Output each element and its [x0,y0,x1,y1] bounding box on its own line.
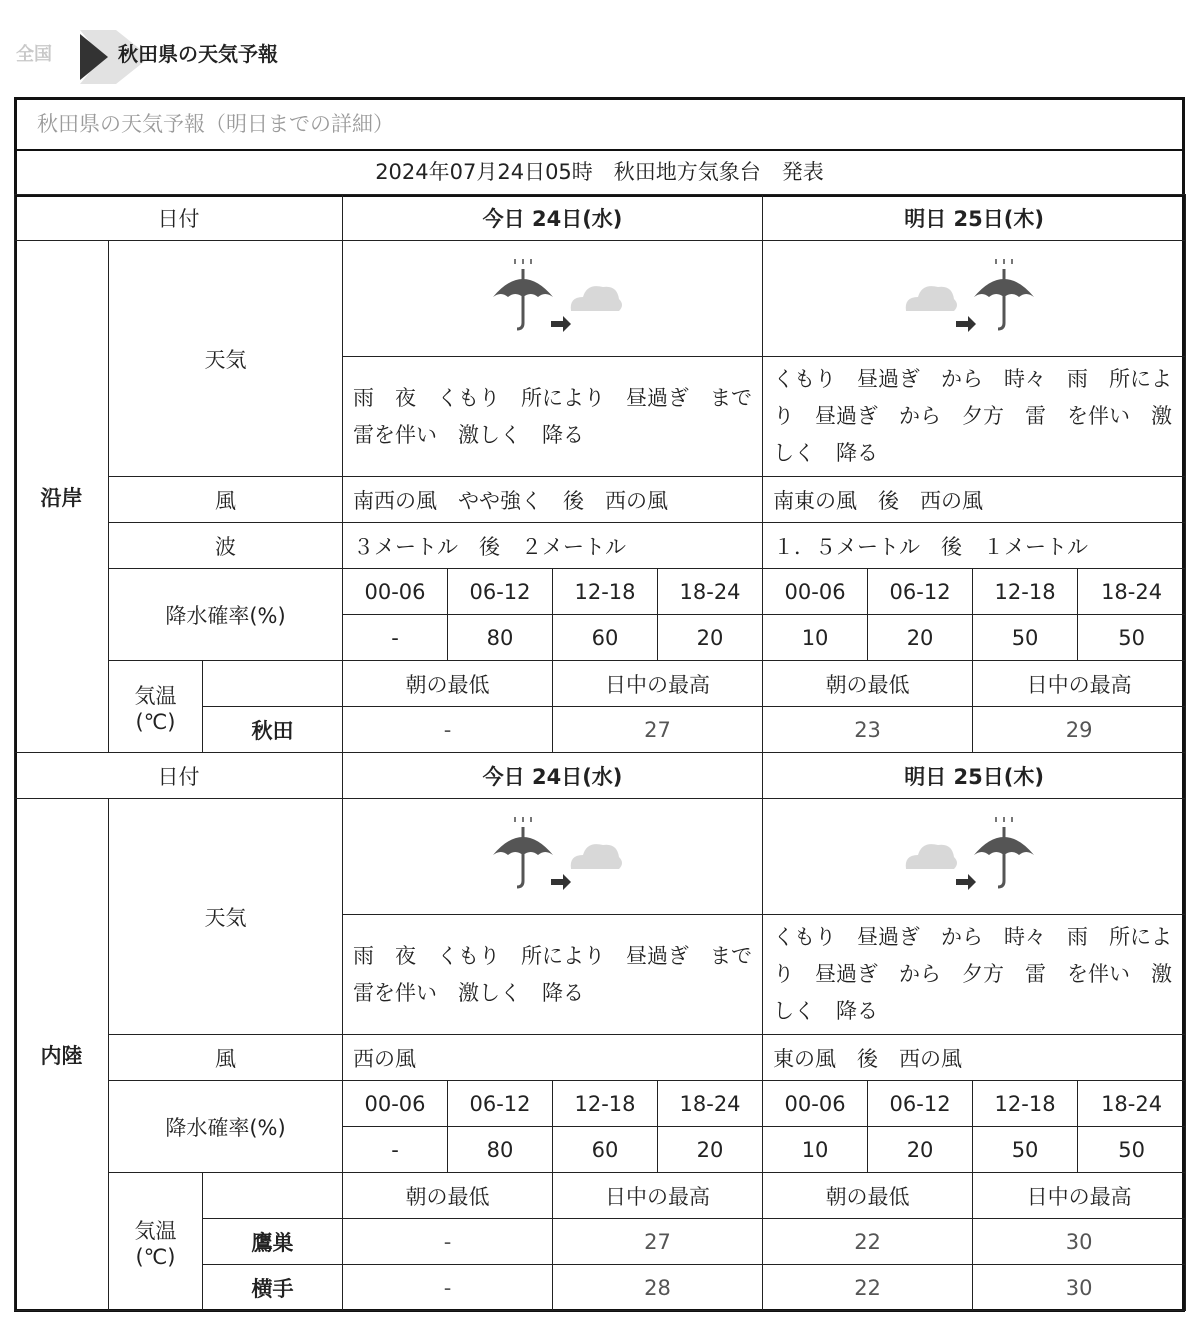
cloud-icon [570,286,621,311]
today-wave: ３メートル 後 ２メートル [343,523,763,569]
temp-header-blank [203,1173,343,1219]
precip-cell: 10 [763,615,868,661]
precip-cell: 50 [1078,615,1186,661]
breadcrumb [14,30,334,70]
precip-cell: 50 [973,1127,1078,1173]
tomorrow-wind: 南東の風 後 西の風 [763,477,1186,523]
period-cell: 18-24 [658,569,763,615]
temp-cell: 30 [973,1265,1186,1311]
temp-header: 日中の最高 [553,661,763,707]
area-label: 内陸 [15,799,109,1311]
precip-label: 降水確率(%) [109,569,343,661]
breadcrumb-home-link[interactable]: 全国 [16,44,52,65]
weather-label: 天気 [109,241,343,477]
today-label: 今日 24日(水) [343,195,763,241]
precip-cell: - [343,615,448,661]
temp-cell: 27 [553,707,763,753]
temp-cell: - [343,707,553,753]
tomorrow-label: 明日 25日(木) [763,753,1186,799]
precip-cell: 20 [658,1127,763,1173]
temp-header: 朝の最低 [343,1173,553,1219]
issued-line: 2024年07月24日05時 秋田地方気象台 発表 [17,150,1182,197]
inland-forecast-table [14,752,1186,1311]
precip-cell: 20 [658,615,763,661]
today-label: 今日 24日(水) [343,753,763,799]
umbrella-icon [974,817,1034,887]
today-weather-icons [343,799,763,915]
precip-cell: 50 [973,615,1078,661]
tomorrow-weather-text: くもり 昼過ぎ から 時々 雨 所により 昼過ぎ から 夕方 雷 を伴い 激しく 降る [763,915,1186,1035]
temp-header: 朝の最低 [763,1173,973,1219]
period-cell: 18-24 [1078,1081,1186,1127]
tomorrow-wind: 東の風 後 西の風 [763,1035,1186,1081]
temp-header: 日中の最高 [553,1173,763,1219]
date-label: 日付 [15,195,343,241]
tomorrow-wave: １．５メートル 後 １メートル [763,523,1186,569]
precip-label: 降水確率(%) [109,1081,343,1173]
cloud-icon [906,844,957,869]
breadcrumb-current: 秋田県の天気予報 [118,42,278,66]
umbrella-icon [493,817,553,887]
temp-label: 気温 (℃) [109,661,203,753]
temp-cell: - [343,1265,553,1311]
temp-cell: 30 [973,1219,1186,1265]
temp-cell: - [343,1219,553,1265]
precip-cell: 80 [448,1127,553,1173]
wind-label: 風 [109,477,343,523]
period-cell: 12-18 [973,569,1078,615]
today-weather-text: 雨 夜 くもり 所により 昼過ぎ まで 雷を伴い 激しく 降る [343,915,763,1035]
cloud-icon [570,844,621,869]
arrow-right-icon [956,874,976,890]
period-cell: 06-12 [868,1081,973,1127]
period-cell: 18-24 [658,1081,763,1127]
temp-header: 朝の最低 [763,661,973,707]
tomorrow-weather-icons [763,799,1186,915]
period-cell: 00-06 [343,1081,448,1127]
umbrella-icon [974,259,1034,329]
wind-label: 風 [109,1035,343,1081]
precip-cell: 60 [553,1127,658,1173]
umbrella-icon [493,259,553,329]
period-cell: 12-18 [553,1081,658,1127]
temp-header-blank [203,661,343,707]
tomorrow-weather-text: くもり 昼過ぎ から 時々 雨 所により 昼過ぎ から 夕方 雷 を伴い 激しく 降る [763,357,1186,477]
weather-label: 天気 [109,799,343,1035]
precip-cell: 20 [868,615,973,661]
temp-cell: 22 [763,1219,973,1265]
temp-cell: 22 [763,1265,973,1311]
wave-label: 波 [109,523,343,569]
temp-cell: 28 [553,1265,763,1311]
tomorrow-label: 明日 25日(木) [763,195,1186,241]
page-title: 秋田県の天気予報（明日までの詳細） [17,100,1182,151]
today-weather-icons [343,241,763,357]
period-cell: 12-18 [553,569,658,615]
temp-header: 日中の最高 [973,1173,1186,1219]
today-wind: 西の風 [343,1035,763,1081]
temp-cell: 23 [763,707,973,753]
precip-cell: 10 [763,1127,868,1173]
arrow-right-icon [956,316,976,332]
tomorrow-weather-icons [763,241,1186,357]
temp-label: 気温 (℃) [109,1173,203,1311]
temp-cell: 29 [973,707,1186,753]
cloud-icon [906,286,957,311]
period-cell: 00-06 [343,569,448,615]
arrow-right-icon [551,316,571,332]
precip-cell: 60 [553,615,658,661]
period-cell: 06-12 [448,1081,553,1127]
precip-cell: - [343,1127,448,1173]
period-cell: 00-06 [763,1081,868,1127]
today-weather-text: 雨 夜 くもり 所により 昼過ぎ まで 雷を伴い 激しく 降る [343,357,763,477]
station-name: 横手 [203,1265,343,1311]
period-cell: 12-18 [973,1081,1078,1127]
coastal-forecast-table [14,194,1186,753]
arrow-right-icon [551,874,571,890]
period-cell: 00-06 [763,569,868,615]
precip-cell: 50 [1078,1127,1186,1173]
period-cell: 06-12 [448,569,553,615]
precip-cell: 80 [448,615,553,661]
station-name: 秋田 [203,707,343,753]
date-label: 日付 [15,753,343,799]
today-wind: 南西の風 やや強く 後 西の風 [343,477,763,523]
temp-cell: 27 [553,1219,763,1265]
period-cell: 06-12 [868,569,973,615]
period-cell: 18-24 [1078,569,1186,615]
station-name: 鷹巣 [203,1219,343,1265]
temp-header: 日中の最高 [973,661,1186,707]
temp-header: 朝の最低 [343,661,553,707]
area-label: 沿岸 [15,241,109,753]
precip-cell: 20 [868,1127,973,1173]
